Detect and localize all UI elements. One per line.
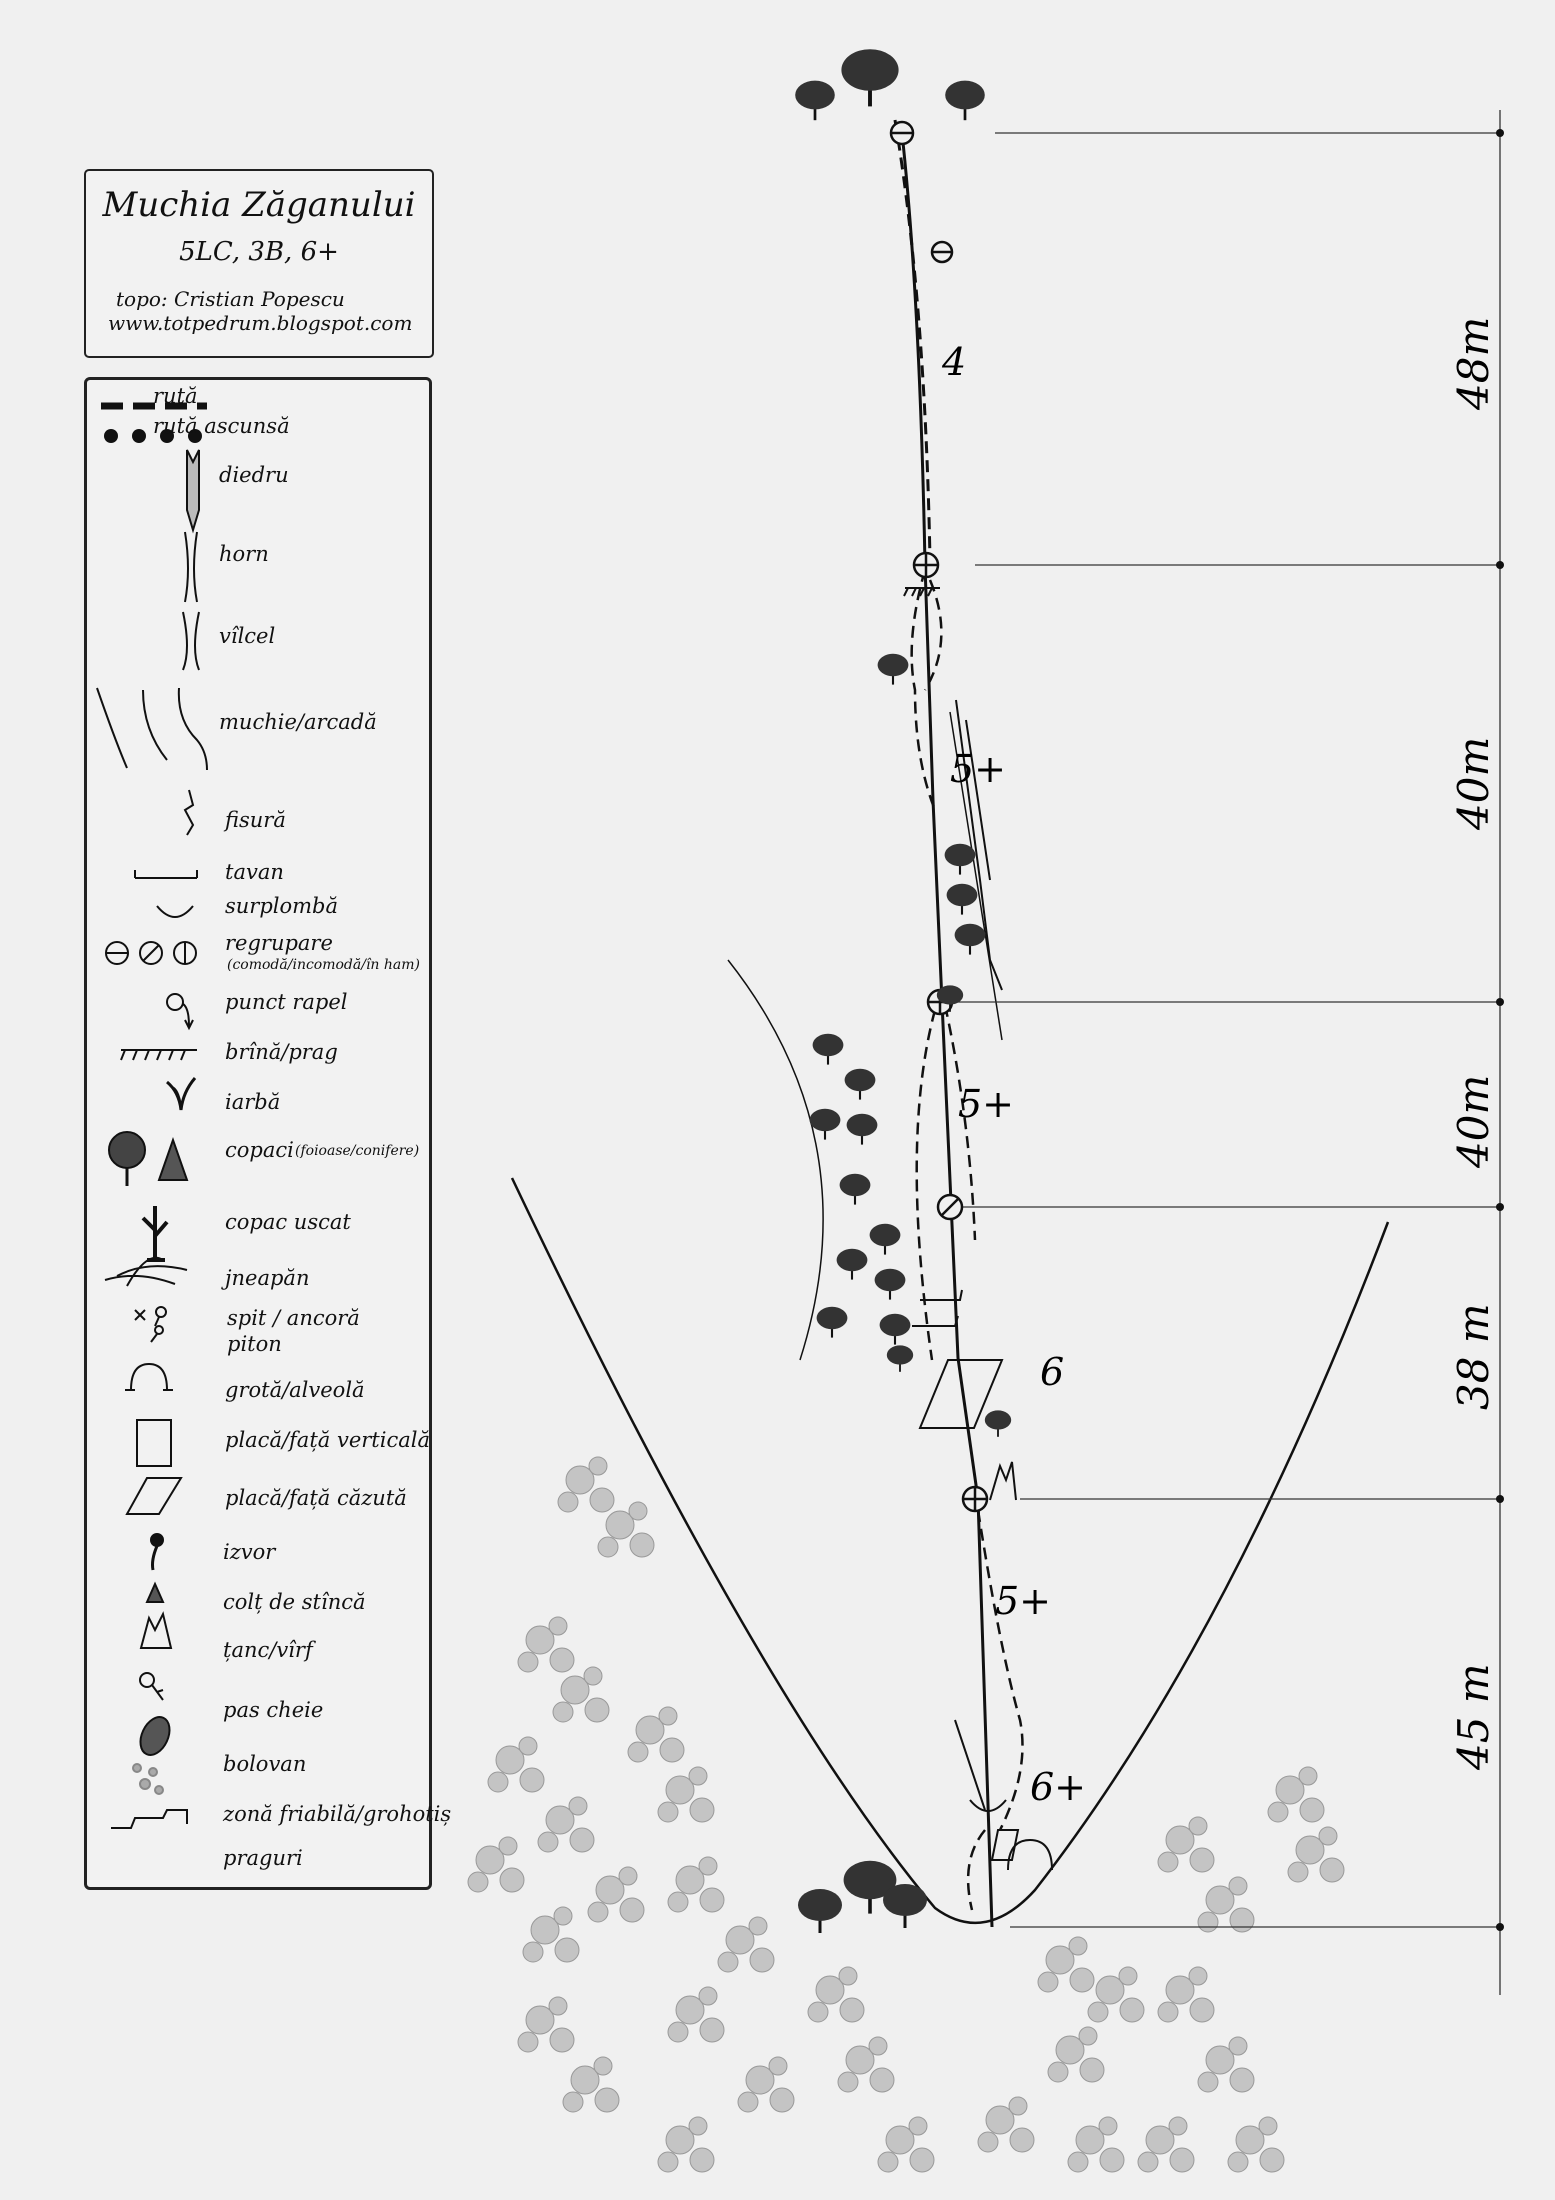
buttress-arc <box>728 960 823 1360</box>
scree-boulder <box>1099 2117 1117 2135</box>
pitch-length: 45 m <box>1449 1663 1498 1770</box>
pitch-grade: 4 <box>942 340 967 384</box>
scree-boulder <box>718 1952 738 1972</box>
legend-label: brînă/prag <box>225 1040 338 1064</box>
scree-boulder <box>658 1802 678 1822</box>
scree-boulder <box>840 1998 864 2022</box>
legend-label: țanc/vîrf <box>223 1638 313 1662</box>
trees <box>795 49 1011 1933</box>
scree-boulder <box>1158 1852 1178 1872</box>
legend-label: punct rapel <box>225 990 348 1014</box>
scree-boulder <box>519 1737 537 1755</box>
scree-boulder <box>550 2028 574 2052</box>
scree-boulder <box>1088 2002 1108 2022</box>
legend-label: muchie/arcadă <box>219 710 377 734</box>
scree-boulder <box>770 2088 794 2112</box>
scree-boulder <box>808 2002 828 2022</box>
scree-boulder <box>878 2152 898 2172</box>
scree-boulder <box>518 1652 538 1672</box>
scree-boulder <box>550 1648 574 1672</box>
legend-label: bolovan <box>223 1752 307 1776</box>
scree-boulder <box>909 2117 927 2135</box>
pitch-grade: 6+ <box>1030 1765 1087 1809</box>
tree-icon <box>955 924 986 955</box>
scree-boulder <box>549 1997 567 2015</box>
legend-label: diedru <box>219 463 289 487</box>
pinnacle <box>990 1462 1016 1500</box>
scree-boulder <box>1190 1848 1214 1872</box>
scree-boulder <box>769 2057 787 2075</box>
scree-boulder <box>555 1938 579 1962</box>
scree-boulder <box>563 2092 583 2112</box>
scree-boulder <box>1230 1908 1254 1932</box>
pitch-markers <box>940 110 1500 1995</box>
legend-label: spit / ancoră <box>227 1306 360 1330</box>
belay-comfortable <box>932 242 952 262</box>
tree-icon <box>887 1345 913 1371</box>
scree-boulder <box>1048 2062 1068 2082</box>
pitch-grade: 5+ <box>950 747 1007 791</box>
legend-label: rută ascunsă <box>153 414 290 438</box>
legend-label: placă/față verticală <box>225 1428 430 1452</box>
scree-boulder <box>1068 2152 1088 2172</box>
pitch-length: 38 m <box>1449 1303 1498 1410</box>
legend-label: placă/față căzută <box>225 1486 407 1510</box>
scree-boulder <box>749 1917 767 1935</box>
legend-label: zonă friabilă/grohotiș <box>223 1802 452 1826</box>
scree-boulder <box>1288 1862 1308 1882</box>
scree-boulder <box>518 2032 538 2052</box>
tree-icon <box>840 1174 871 1205</box>
legend-note: (foioase/conifere) <box>295 1143 420 1159</box>
scree-boulder <box>589 1457 607 1475</box>
scree-boulder <box>870 2068 894 2092</box>
scree-boulder <box>554 1907 572 1925</box>
scree-boulder <box>585 1698 609 1722</box>
scree-field <box>468 1457 1344 2172</box>
scree-boulder <box>668 2022 688 2042</box>
scree-boulder <box>1080 2058 1104 2082</box>
scree-boulder <box>1268 1802 1288 1822</box>
tree-icon <box>875 1269 906 1300</box>
scree-boulder <box>689 2117 707 2135</box>
scree-boulder <box>750 1948 774 1972</box>
scree-boulder <box>1038 1972 1058 1992</box>
route-grade: 5LC, 3B, 6+ <box>179 237 339 267</box>
topo-author: topo: Cristian Popescu <box>116 287 345 311</box>
legend-note: (comodă/incomodă/în ham) <box>227 957 420 973</box>
scree-boulder <box>1189 1817 1207 1835</box>
legend-label: iarbă <box>225 1090 281 1114</box>
tree-icon <box>878 654 909 685</box>
scree-boulder <box>1198 2072 1218 2092</box>
tree-icon <box>798 1889 842 1933</box>
scree-boulder <box>660 1738 684 1762</box>
pitch-length: 48m <box>1449 316 1498 410</box>
scree-boulder <box>1009 2097 1027 2115</box>
scree-boulder <box>839 1967 857 1985</box>
scree-boulder <box>500 1868 524 1892</box>
scree-boulder <box>690 1798 714 1822</box>
tree-icon <box>985 1410 1011 1436</box>
scree-boulder <box>538 1832 558 1852</box>
belay-hanging <box>914 553 938 577</box>
scree-boulder <box>629 1502 647 1520</box>
scree-boulder <box>838 2072 858 2092</box>
scree-boulder <box>1260 2148 1284 2172</box>
pitch-grade: 6 <box>1040 1350 1065 1394</box>
scree-boulder <box>628 1742 648 1762</box>
scree-boulder <box>690 2148 714 2172</box>
tree-icon <box>813 1034 844 1065</box>
legend-label: vîlcel <box>219 624 276 648</box>
legend-label: surplombă <box>225 894 339 918</box>
route-line <box>895 120 1023 1927</box>
pitch-length: 40m <box>1449 1074 1498 1168</box>
tree-icon <box>947 884 978 915</box>
scree-boulder <box>553 1702 573 1722</box>
scree-boulder <box>620 1898 644 1922</box>
tree-icon <box>841 49 898 106</box>
scree-boulder <box>699 1987 717 2005</box>
scree-boulder <box>1229 1877 1247 1895</box>
scree-boulder <box>588 1902 608 1922</box>
legend-label: regrupare <box>225 931 333 955</box>
scree-boulder <box>978 2132 998 2152</box>
legend-label: jneapăn <box>225 1266 310 1290</box>
scree-boulder <box>1079 2027 1097 2045</box>
scree-boulder <box>700 2018 724 2042</box>
legend-label: copac uscat <box>225 1210 351 1234</box>
scree-boulder <box>738 2092 758 2112</box>
legend-label: praguri <box>223 1846 303 1870</box>
scree-boulder <box>499 1837 517 1855</box>
tree-icon <box>817 1307 848 1338</box>
belay-comfortable <box>891 122 913 144</box>
scree-boulder <box>488 1772 508 1792</box>
tree-icon <box>880 1314 911 1345</box>
scree-boulder <box>598 1537 618 1557</box>
small-slab <box>992 1830 1018 1860</box>
scree-boulder <box>1198 1912 1218 1932</box>
scree-boulder <box>910 2148 934 2172</box>
legend-label: izvor <box>223 1540 276 1564</box>
pitch-length: 40m <box>1449 736 1498 830</box>
scree-boulder <box>659 1707 677 1725</box>
scree-boulder <box>1319 1827 1337 1845</box>
scree-boulder <box>570 1828 594 1852</box>
scree-boulder <box>1138 2152 1158 2172</box>
belay-uncomfortable <box>938 1195 962 1219</box>
scree-boulder <box>700 1888 724 1912</box>
scree-boulder <box>594 2057 612 2075</box>
scree-boulder <box>699 1857 717 1875</box>
scree-boulder <box>1100 2148 1124 2172</box>
tree-icon <box>795 81 835 121</box>
scree-boulder <box>1228 2152 1248 2172</box>
scree-boulder <box>549 1617 567 1635</box>
tree-icon <box>845 1069 876 1100</box>
scree-boulder <box>520 1768 544 1792</box>
scree-boulder <box>1190 1998 1214 2022</box>
scree-boulder <box>1259 2117 1277 2135</box>
scree-boulder <box>1229 2037 1247 2055</box>
scree-boulder <box>869 2037 887 2055</box>
scree-boulder <box>590 1488 614 1512</box>
legend-label: tavan <box>225 860 284 884</box>
scree-boulder <box>1299 1767 1317 1785</box>
scree-boulder <box>584 1667 602 1685</box>
scree-boulder <box>558 1492 578 1512</box>
tree-icon <box>883 1884 927 1928</box>
pitch-grade: 5+ <box>995 1579 1052 1623</box>
legend-label: rută <box>153 384 198 408</box>
legend-label: grotă/alveolă <box>225 1378 365 1402</box>
scree-boulder <box>523 1942 543 1962</box>
scree-boulder <box>1169 2117 1187 2135</box>
tree-icon <box>870 1224 901 1255</box>
scree-boulder <box>1010 2128 1034 2152</box>
scree-boulder <box>468 1872 488 1892</box>
scree-boulder <box>1300 1798 1324 1822</box>
scree-boulder <box>619 1867 637 1885</box>
tree-icon <box>847 1114 878 1145</box>
scree-boulder <box>595 2088 619 2112</box>
belay-stations <box>891 122 987 1511</box>
scree-boulder <box>630 1533 654 1557</box>
scree-boulder <box>1230 2068 1254 2092</box>
scree-boulder <box>1320 1858 1344 1882</box>
topo-website: www.totpedrum.blogspot.com <box>108 311 413 335</box>
legend-label: fisură <box>225 808 286 832</box>
scree-boulder <box>1120 1998 1144 2022</box>
scree-boulder <box>1189 1967 1207 1985</box>
scree-boulder <box>1170 2148 1194 2172</box>
route-name: Muchia Zăganului <box>102 185 416 225</box>
legend-label: pas cheie <box>223 1698 324 1722</box>
pitch-grade: 5+ <box>958 1082 1015 1126</box>
scree-boulder <box>1158 2002 1178 2022</box>
scree-boulder <box>569 1797 587 1815</box>
scree-boulder <box>1070 1968 1094 1992</box>
tree-icon <box>945 81 985 121</box>
scree-boulder <box>668 1892 688 1912</box>
scree-boulder <box>658 2152 678 2172</box>
tree-icon <box>837 1249 868 1280</box>
scree-boulder <box>689 1767 707 1785</box>
legend-label: horn <box>219 542 269 566</box>
legend-label: piton <box>227 1332 282 1356</box>
scree-boulder <box>1069 1937 1087 1955</box>
legend-label: copaci <box>225 1138 294 1162</box>
legend-label: colț de stîncă <box>223 1590 366 1614</box>
tree-icon <box>945 844 976 875</box>
belay-hanging <box>963 1487 987 1511</box>
scree-boulder <box>1119 1967 1137 1985</box>
